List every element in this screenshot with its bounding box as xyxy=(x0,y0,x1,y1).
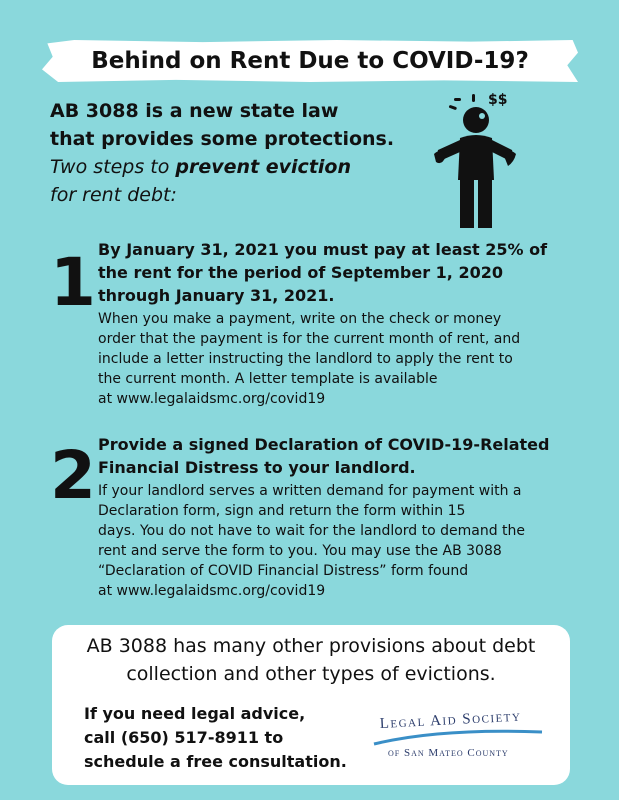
intro-emphasis: prevent eviction xyxy=(175,156,351,178)
worried-person-empty-pockets-icon xyxy=(432,90,518,230)
step-1-body-line: order that the payment is for the current month of rent, and xyxy=(98,331,521,347)
step-1-body-line: at www.legalaidsmc.org/covid19 xyxy=(98,391,326,407)
step-2-heading xyxy=(98,433,568,479)
intro-line-3 xyxy=(50,153,410,181)
provisions-line-2: collection and other types of evictions. xyxy=(126,663,496,685)
step-2-body-line: Declaration form, sign and return the form within 15 xyxy=(98,503,466,519)
logo-swoosh xyxy=(374,731,542,744)
intro-line-4: for rent debt: xyxy=(50,184,177,206)
step-1-body-line: the current month. A letter template is available xyxy=(98,371,438,387)
provisions-line-1: AB 3088 has many other provisions about debt xyxy=(86,635,536,657)
step-1-heading xyxy=(98,238,568,307)
advice-line-1: If you need legal advice, xyxy=(84,704,306,723)
step-2-body-line: rent and serve the form to you. You may use the AB 3088 xyxy=(98,543,502,559)
sweat-mark-3 xyxy=(472,94,475,102)
legal-advice-text xyxy=(84,702,384,774)
sweat-mark-2 xyxy=(449,105,458,111)
step-2-body-line: If your landlord serves a written demand for payment with a xyxy=(98,483,522,499)
step-1-body xyxy=(98,309,568,409)
person-head xyxy=(463,107,489,133)
step-number-1: 1 xyxy=(50,244,96,321)
step-1-body-line: include a letter instructing the landlord to apply the rent to xyxy=(98,351,513,367)
intro-line-3-prefix: Two steps to xyxy=(50,156,176,178)
step-2-body xyxy=(98,481,568,601)
logo-name: Legal Aid Society xyxy=(379,708,522,732)
logo-county: of San Mateo County xyxy=(388,747,509,759)
step-2-heading-line: Financial Distress to your landlord. xyxy=(98,458,416,477)
step-1-body-line: When you make a payment, write on the check or money xyxy=(98,311,502,327)
step-number-2: 2 xyxy=(50,437,96,514)
person-right-leg xyxy=(478,178,492,228)
intro-line-1: AB 3088 is a new state law xyxy=(50,100,339,122)
advice-line-2: call (650) 517-8911 to xyxy=(84,728,284,747)
step-1-heading-line: the rent for the period of September 1, 2020 xyxy=(98,263,503,282)
sweat-mark-1 xyxy=(454,98,461,101)
intro-text xyxy=(50,97,410,209)
intro-line-2: that provides some protections. xyxy=(50,128,395,150)
legal-aid-society-logo xyxy=(370,706,545,766)
page-title: Behind on Rent Due to COVID-19? xyxy=(91,48,529,74)
step-1 xyxy=(98,238,568,409)
step-1-heading-line: through January 31, 2021. xyxy=(98,286,335,305)
person-left-leg xyxy=(460,178,474,228)
step-2-body-line: “Declaration of COVID Financial Distress” form found xyxy=(98,563,469,579)
sweat-drop xyxy=(479,113,485,119)
step-2-body-line: days. You do not have to wait for the landlord to demand the xyxy=(98,523,526,539)
step-2 xyxy=(98,433,568,601)
advice-line-3: schedule a free consultation. xyxy=(84,752,347,771)
step-2-body-line: at www.legalaidsmc.org/covid19 xyxy=(98,583,326,599)
person-torso xyxy=(458,135,494,180)
money-symbol: $$ xyxy=(488,92,508,108)
step-2-heading-line: Provide a signed Declaration of COVID-19-Related xyxy=(98,435,550,454)
step-1-heading-line: By January 31, 2021 you must pay at least 25% of xyxy=(98,240,548,259)
provisions-text xyxy=(52,632,570,688)
